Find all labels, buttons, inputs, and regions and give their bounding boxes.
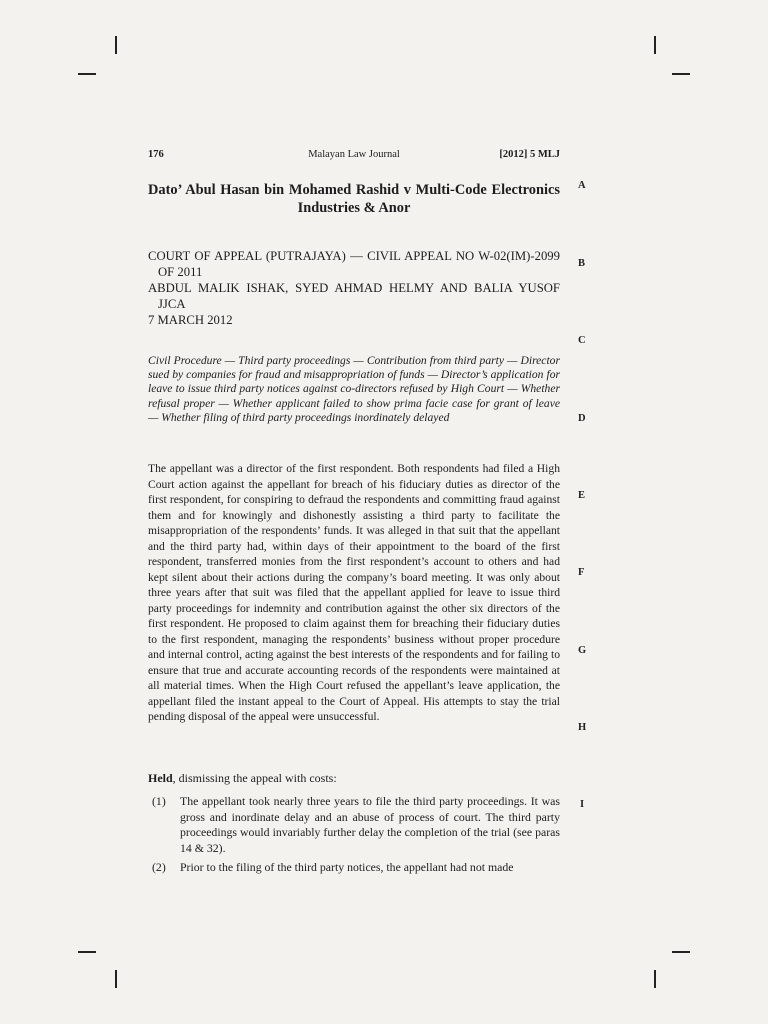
margin-letter: E bbox=[578, 490, 586, 501]
margin-letter: H bbox=[578, 722, 587, 733]
crop-mark bbox=[115, 970, 117, 988]
held-point-number: (1) bbox=[152, 794, 166, 808]
crop-mark bbox=[672, 73, 690, 75]
catchwords: Civil Procedure — Third party proceedings — Contribution from third party — Director sued by companies for fraud and misappropriation of funds — Director’s application for leave to issue third party notices against co-directors refused by High Court — Whether refusal proper — Whether applicant failed to show prima facie case for grant of leave — Whether filing of third party proceedings inordinately delayed bbox=[148, 354, 560, 424]
crop-mark bbox=[78, 73, 96, 75]
held-intro bbox=[148, 770, 560, 786]
margin-letter: D bbox=[578, 413, 586, 424]
crop-mark bbox=[654, 36, 656, 54]
held-point bbox=[148, 794, 560, 856]
held-point-number: (2) bbox=[152, 860, 166, 874]
page-number: 176 bbox=[148, 149, 164, 160]
case-title: Dato’ Abul Hasan bin Mohamed Rashid v Multi-Code Electronics Industries & Anor bbox=[148, 182, 560, 216]
held-point bbox=[148, 860, 560, 876]
court-info bbox=[148, 248, 560, 328]
margin-letter: I bbox=[580, 799, 585, 810]
citation: [2012] 5 MLJ bbox=[499, 149, 560, 160]
crop-mark bbox=[654, 970, 656, 988]
held-label: Held bbox=[148, 771, 173, 785]
crop-mark bbox=[115, 36, 117, 54]
held-point-text: Prior to the filing of the third party notices, the appellant had not made bbox=[180, 860, 514, 874]
judges: ABDUL MALIK ISHAK, SYED AHMAD HELMY AND BALIA YUSOF JJCA bbox=[148, 281, 560, 311]
court-name: COURT OF APPEAL (PUTRAJAYA) — CIVIL APPEAL NO W-02(IM)-2099 OF 2011 bbox=[148, 249, 560, 279]
margin-letter: A bbox=[578, 180, 586, 191]
held-text: , dismissing the appeal with costs: bbox=[172, 771, 337, 785]
held-point-text: The appellant took nearly three years to file the third party proceedings. It was gross and inordinate delay and an abuse of process of court. The third party proceedings would invariably further delay the completion of the trial (see paras 14 & 32). bbox=[180, 794, 560, 855]
crop-mark bbox=[78, 951, 96, 953]
decision-date: 7 MARCH 2012 bbox=[148, 313, 233, 327]
margin-letter: G bbox=[578, 645, 587, 656]
journal-name: Malayan Law Journal bbox=[308, 149, 400, 160]
margin-letter: B bbox=[578, 258, 586, 269]
margin-letter: C bbox=[578, 335, 586, 346]
case-summary: The appellant was a director of the first respondent. Both respondents had filed a High Court action against the appellant for breach of his fiduciary duties as director of the first respondent, for conspiring to defraud the respondents and committing fraud against them and for knowingly and dishonestly assisting a third party to facilitate the misappropriation of the respondents’ funds. It was alleged in that suit that the appellant and the third party had, within days of their appointment to the board of the first respondent, transferred monies from the first respondent’s account to others and had kept silent about their actions during the company’s board meeting. It was only about three years after that suit was filed that the appellant applied for leave to issue third party proceedings for indemnity and contribution against the other six directors of the first respondent. He proposed to claim against them for breaching their fiduciary duties to the first respondent, managing the respondents’ business without proper procedure and internal control, acting against the best interests of the respondents and for failing to ensure that true and accurate accounting records of the respondents were maintained at all material times. When the High Court refused the appellant’s leave application, the appellant filed the instant appeal to the Court of Appeal. His attempts to stay the trial pending disposal of the appeal were unsuccessful. bbox=[148, 462, 560, 723]
crop-mark bbox=[672, 951, 690, 953]
margin-letter: F bbox=[578, 567, 585, 578]
